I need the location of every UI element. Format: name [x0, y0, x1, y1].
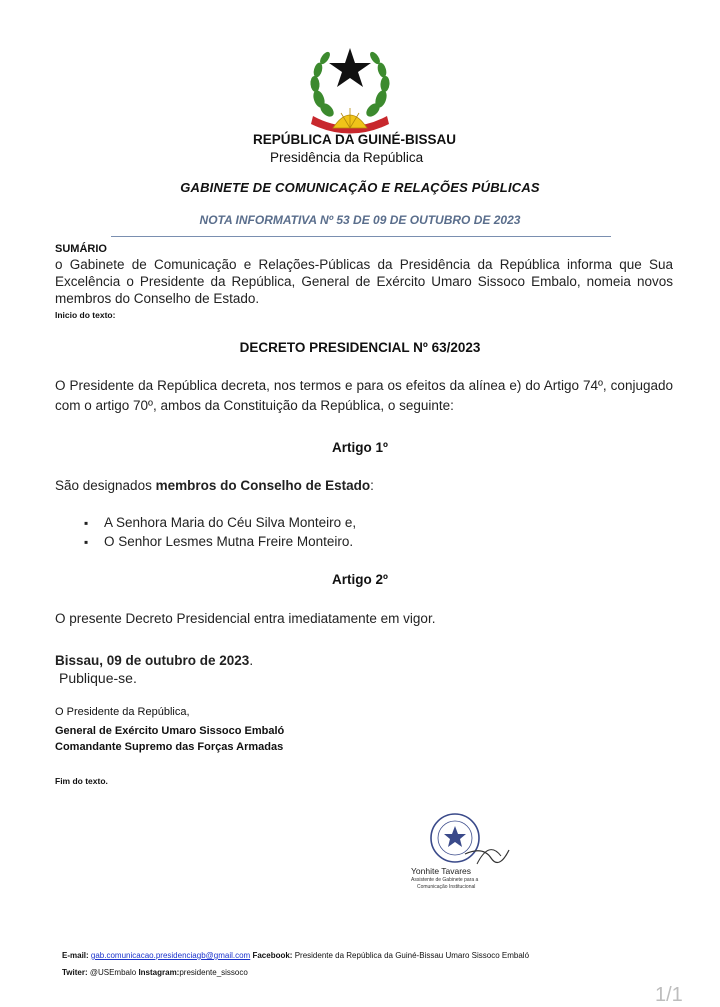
article-1-lead — [55, 476, 673, 496]
header-divider — [111, 236, 611, 237]
decree-intro: O Presidente da República decreta, nos termos e para os efeitos da alínea e) do Artigo 74º, conjugado com o artigo 70º, ambos da Constituição da República, o seguinte: — [55, 378, 673, 413]
summary-title: SUMÁRIO — [55, 243, 107, 255]
stamp-line-1: Assistente de Gabinete para a — [411, 877, 479, 883]
article-1-bold-text: membros do Conselho de Estado — [155, 478, 371, 493]
article-2-title: Artigo 2º — [332, 572, 388, 587]
summary-text: o Gabinete de Comunicação e Relações-Públicas da Presidência da República informa que Sua Excelência o Presidente da República, General de Exército Umaro Sissoco Embalo, nomeia novos membros do Conselho de Estado. — [55, 257, 673, 306]
signature-name: General de Exército Umaro Sissoco Embaló — [55, 725, 285, 737]
place-date-period: . — [249, 653, 254, 668]
signature-title: Comandante Supremo das Forças Armadas — [55, 741, 284, 753]
footer-social — [62, 968, 248, 977]
publish-text: Publique-se. — [59, 670, 137, 686]
end-label: Fim do texto. — [55, 776, 108, 786]
country-title: REPÚBLICA DA GUINÉ-BISSAU — [253, 132, 457, 147]
cabinet-title: GABINETE DE COMUNICAÇÃO E RELAÇÕES PÚBLICAS — [180, 180, 540, 195]
footer-contacts — [62, 951, 529, 960]
email-link[interactable]: gab.comunicacao.presidenciagb@gmail.com — [90, 951, 251, 960]
official-stamp — [405, 806, 517, 894]
page-number: 1/1 — [655, 984, 683, 1006]
facebook-value: Presidente da República da Guiné-Bissau Umaro Sissoco Embaló — [294, 951, 530, 960]
note-title: NOTA INFORMATIVA Nº 53 DE 09 DE OUTUBRO DE 2023 — [199, 213, 521, 227]
article-1-title: Artigo 1º — [332, 440, 388, 455]
twitter-label: Twiter: — [62, 968, 90, 977]
presidency-subtitle: Presidência da República — [270, 150, 424, 165]
article-1-colon: : — [370, 478, 374, 493]
stamp-line-2: Comunicação Institucional — [417, 884, 476, 890]
member-item: ▪ O Senhor Lesmes Mutna Freire Monteiro. — [84, 534, 353, 549]
stamp-seal-icon — [405, 806, 517, 872]
instagram-value: presidente_sissoco — [179, 968, 248, 977]
article-2-text: O presente Decreto Presidencial entra imediatamente em vigor. — [55, 611, 436, 626]
decree-title: DECRETO PRESIDENCIAL Nº 63/2023 — [239, 340, 481, 355]
email-label: E-mail: — [62, 951, 91, 960]
article-1-lead-text: São designados — [55, 478, 156, 493]
start-label: Inicio do texto: — [55, 310, 116, 320]
twitter-value: @USEmbalo — [89, 968, 137, 977]
signature-role: O Presidente da República, — [55, 706, 190, 718]
stamp-signer: Yonhite Tavares — [411, 866, 472, 876]
instagram-label: Instagram: — [136, 968, 180, 977]
member-item: ▪ A Senhora Maria do Céu Silva Monteiro e, — [84, 515, 356, 530]
national-emblem-icon — [305, 44, 395, 136]
place-date-text: Bissau, 09 de outubro de 2023 — [55, 653, 250, 668]
facebook-label: Facebook: — [250, 951, 295, 960]
